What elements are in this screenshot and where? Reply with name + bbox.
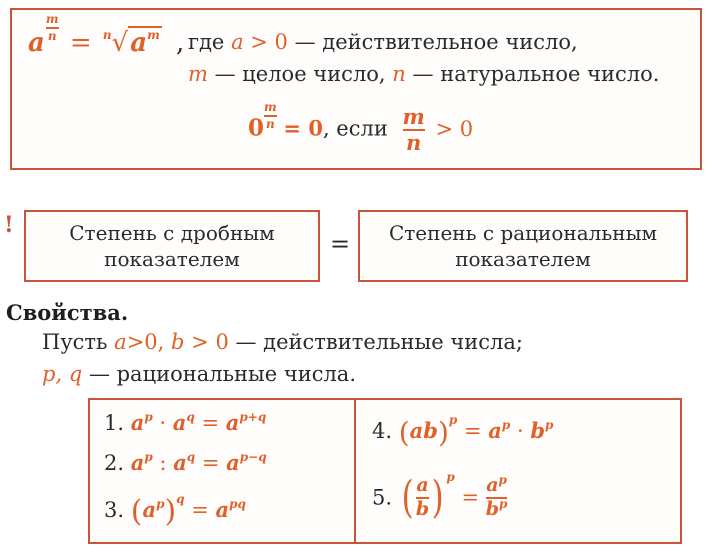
property-1: 1. $a^p \cdot a^q = a^{p+q}$: [104, 410, 267, 435]
property-4: 4. $(ab)^p = a^p \cdot b^p$: [372, 413, 554, 449]
radical-icon: √: [111, 28, 129, 58]
properties-heading: Свойства.: [6, 300, 129, 325]
formula-base: a: [28, 28, 45, 58]
definition-zero-line: 0 $\frac{m}{n}$ = 0, если $\frac{m}{n}$ > 0: [248, 100, 474, 156]
definition-line-2: m — целое число, n — натуральное число.: [188, 62, 660, 86]
property-3: 3. $(a^p)^q = a^{pq}$: [104, 492, 246, 529]
radicand: $a^m$: [130, 28, 160, 58]
properties-line-1: Пусть a>0, b > 0 — действительные числа;: [42, 330, 523, 354]
rational-exponent-line-1: Степень с рациональным: [388, 221, 658, 245]
fractional-exponent-line-2: показателем: [104, 247, 240, 271]
formula-exponent: $\frac{m}{n}$: [45, 12, 59, 43]
definition-box: [10, 8, 702, 170]
exclamation-mark: !: [4, 212, 14, 238]
definition-line-1: где a > 0 — действительное число,: [188, 30, 578, 54]
formula-comma: ,: [176, 28, 185, 58]
properties-line-2: p, q — рациональные числа.: [42, 362, 357, 386]
rational-exponent-line-2: показателем: [455, 247, 591, 271]
properties-table: [88, 398, 682, 544]
definition-formula: [28, 12, 185, 59]
property-5: 5. ( $\frac{a}{b}$ ) $^p$ = $\frac{a^p}{b^p}$: [372, 470, 508, 523]
fractional-exponent-box: [24, 210, 320, 282]
fractional-exponent-line-1: Степень с дробным: [69, 221, 275, 245]
property-2: 2. $a^p$ : $a^q = a^{p-q}$: [104, 450, 267, 475]
root-index: n: [102, 28, 112, 42]
equivalence-equals: =: [330, 230, 351, 258]
formula-eq: =: [69, 28, 92, 58]
rational-exponent-box: [358, 210, 688, 282]
properties-divider: [354, 400, 356, 542]
